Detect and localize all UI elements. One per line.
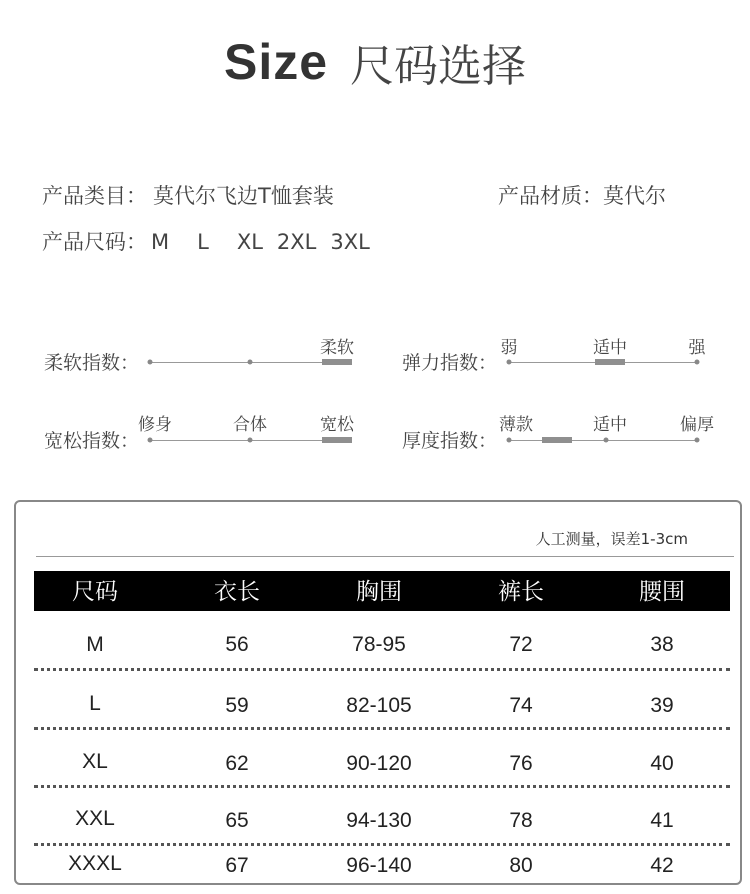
size-option: L bbox=[197, 230, 209, 254]
header-pants-length: 裤长 bbox=[498, 579, 544, 605]
looseness-index-label: 宽松指数： bbox=[44, 430, 140, 452]
thickness-tick: 偏厚 bbox=[680, 415, 714, 435]
row-separator bbox=[34, 785, 730, 788]
table-cell: M bbox=[86, 633, 104, 656]
table-cell: L bbox=[89, 692, 101, 715]
material-value: 莫代尔 bbox=[603, 184, 666, 208]
thickness-tick: 适中 bbox=[593, 415, 627, 435]
scale-dot bbox=[148, 438, 153, 443]
scale-dot bbox=[507, 438, 512, 443]
product-material bbox=[498, 180, 666, 210]
thickness-index-label: 厚度指数： bbox=[402, 430, 498, 452]
row-separator bbox=[34, 843, 730, 846]
size-label: 产品尺码： bbox=[42, 230, 147, 254]
elasticity-tick: 弱 bbox=[500, 338, 518, 358]
size-option: 3XL bbox=[330, 230, 370, 254]
table-cell: 74 bbox=[509, 694, 533, 717]
table-cell: 96-140 bbox=[346, 854, 412, 877]
title-zh: 尺码选择 bbox=[350, 41, 527, 92]
size-option: 2XL bbox=[276, 230, 317, 254]
table-cell: 78 bbox=[509, 809, 533, 832]
category-label: 产品类目： bbox=[42, 184, 147, 208]
softness-tick: 柔软 bbox=[320, 338, 354, 358]
table-cell: XXL bbox=[75, 807, 115, 830]
table-cell: XL bbox=[82, 750, 108, 773]
scale-dot bbox=[248, 438, 253, 443]
title-en: Size bbox=[223, 34, 329, 90]
product-sizes bbox=[42, 226, 388, 256]
table-cell: 67 bbox=[225, 854, 249, 877]
table-divider bbox=[36, 556, 734, 557]
row-separator bbox=[34, 727, 730, 730]
scale-dot bbox=[604, 438, 609, 443]
table-cell: 72 bbox=[509, 633, 533, 656]
looseness-level-marker bbox=[322, 437, 352, 443]
page-title bbox=[0, 30, 750, 94]
header-length: 衣长 bbox=[214, 579, 260, 605]
table-cell: 41 bbox=[650, 809, 674, 832]
table-cell: 62 bbox=[225, 752, 249, 775]
table-cell: 65 bbox=[225, 809, 249, 832]
thickness-level-marker bbox=[542, 437, 572, 443]
table-cell: 82-105 bbox=[346, 694, 412, 717]
elasticity-index-label: 弹力指数： bbox=[402, 352, 498, 374]
table-cell: XXXL bbox=[68, 852, 122, 875]
scale-dot bbox=[695, 360, 700, 365]
header-size: 尺码 bbox=[72, 579, 118, 605]
table-cell: 59 bbox=[225, 694, 249, 717]
scale-dot bbox=[248, 360, 253, 365]
table-cell: 38 bbox=[650, 633, 674, 656]
table-cell: 94-130 bbox=[346, 809, 412, 832]
header-chest: 胸围 bbox=[356, 579, 402, 605]
category-value: 莫代尔飞边T恤套装 bbox=[153, 184, 334, 208]
scale-dot bbox=[695, 438, 700, 443]
table-cell: 78-95 bbox=[352, 633, 406, 656]
size-option: M bbox=[151, 230, 170, 254]
material-label: 产品材质： bbox=[498, 184, 603, 208]
measurement-note: 人工测量，误差1-3cm bbox=[535, 530, 688, 548]
looseness-tick: 宽松 bbox=[320, 415, 354, 435]
product-category bbox=[42, 180, 334, 210]
table-cell: 80 bbox=[509, 854, 533, 877]
elasticity-tick: 适中 bbox=[593, 338, 627, 358]
table-cell: 76 bbox=[509, 752, 533, 775]
header-waist: 腰围 bbox=[639, 579, 685, 605]
table-cell: 42 bbox=[650, 854, 674, 877]
scale-dot bbox=[148, 360, 153, 365]
table-cell: 40 bbox=[650, 752, 674, 775]
elasticity-level-marker bbox=[595, 359, 625, 365]
table-cell: 56 bbox=[225, 633, 249, 656]
table-cell: 90-120 bbox=[346, 752, 412, 775]
table-cell: 39 bbox=[650, 694, 674, 717]
scale-dot bbox=[507, 360, 512, 365]
thickness-tick: 薄款 bbox=[499, 415, 533, 435]
looseness-tick: 合体 bbox=[233, 415, 267, 435]
softness-level-marker bbox=[322, 359, 352, 365]
row-separator bbox=[34, 668, 730, 671]
elasticity-tick: 强 bbox=[688, 338, 706, 358]
softness-index-label: 柔软指数： bbox=[44, 352, 140, 374]
size-option: XL bbox=[236, 230, 263, 254]
looseness-tick: 修身 bbox=[138, 415, 172, 435]
